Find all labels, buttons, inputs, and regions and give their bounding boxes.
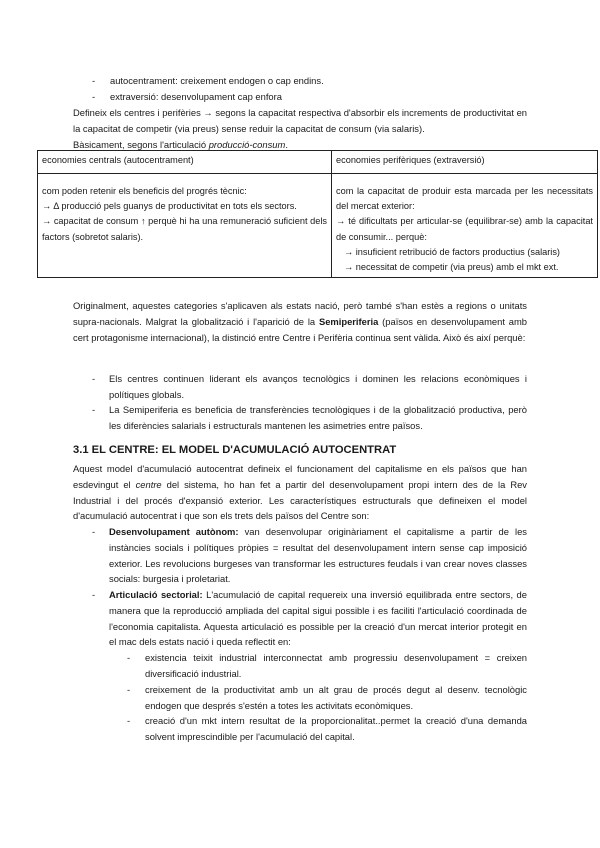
peripheral-cell (332, 174, 598, 278)
bullet-dash: - (92, 526, 96, 537)
sub-list-text: creixement de la productivitat amb un alt grau de procés degut al desenv. tecnològic endogen que després s'estén a totes les activitats econòmiques. (145, 684, 527, 711)
table-row (38, 174, 598, 278)
header-peripheral: economies perifèriques (extraversió) (332, 151, 598, 174)
central-line: com poden retenir els beneficis del progrés tècnic: (42, 186, 247, 196)
list-item-text: autocentrament: creixement endogen o cap endins. (110, 75, 324, 86)
central-cell (38, 174, 332, 278)
peripheral-subline: → necessitat de competir (via preus) amb el mkt ext. (344, 262, 559, 273)
header-central: economies centrals (autocentrament) (38, 151, 332, 174)
feature-body: van desenvolupar originàriament el capitalisme a partir de les instàncies socials i polítiques pròpies = resultat del desenvolupament intern sense cap imposició exterior. Les revolucions burgeses van transformar les estructures feudals i van crear noves classes socials: burgesia i proletariat. (109, 526, 527, 585)
feature-item (92, 587, 527, 650)
feature-text (92, 587, 527, 650)
model-paragraph (73, 461, 527, 524)
bullet-dash: - (127, 715, 131, 726)
peripheral-line: com la capacitat de produir esta marcada per les necessitats del mercat exterior: (336, 186, 593, 212)
sub-list-item (127, 682, 527, 714)
central-line: → Δ producció pels guanys de productivitat en tots els sectors. (42, 201, 297, 212)
section-heading: 3.1 EL CENTRE: EL MODEL D'ACUMULACIÓ AUTOCENTRAT (73, 444, 397, 456)
para2-text-b: (països en desenvolupament amb cert protagonisme internacional), la distinció entre Centre i Perifèria continua sent vàlida. Això és així perquè: (73, 315, 527, 343)
bullet-dash: - (92, 91, 96, 102)
bullet-dash: - (92, 75, 96, 86)
intro-suffix: . (285, 138, 288, 150)
bullet-dash: - (92, 589, 96, 600)
bullet-dash: - (127, 652, 131, 663)
peripheral-subline: → insuficient retribució de factors productius (salaris) (344, 246, 560, 257)
para3-text-b: del sistema, ho han fet a partir del desenvolupament propi intern des de la Rev Industrial i del procés d'expansió exterior. Les característiques estructurals que defineixen el model d'acumulació autocentrat i que son els trets dels països del Centre son: (73, 478, 527, 522)
peripheral-line: → té dificultats per articular-se (equilibrar-se) amb la capacitat de consumir... perquè: (336, 216, 593, 242)
feature-body: L'acumulació de capital requereix una inversió equilibrada entre sectors, de manera que la reproducció ampliada del capital sigui possible i es faciliti l'articulació coordinada de l'economia capitalista. Aquesta articulació es possible per la creació d'un mercat interior protegit en el mac dels estats nació i queda reflectit en: (109, 589, 527, 648)
sub-list-item (127, 713, 527, 745)
semiperiferia-term: Semiperiferia (318, 315, 379, 327)
para3-text-a: Aquest model d'acumulació autocentrat defineix el funcionament del capitalisme en els països que han esdevingut el (73, 463, 527, 490)
intro-paragraph (73, 105, 527, 152)
central-line: → capacitat de consum ↑ perquè hi ha una remuneració suficient dels factors (sobretot salaris). (42, 216, 327, 242)
list-item-text: extraversió: desenvolupament cap enfora (110, 91, 282, 102)
list-item (92, 89, 572, 105)
feature-item (92, 524, 527, 587)
list-item (92, 371, 527, 403)
para2-text-a: Originalment, aquestes categories s'aplicaven als estats nació, però també s'han estès a regions o unitats supra-nacionals. Malgrat la globalització i l'aparició de la (73, 300, 527, 327)
table-header-row (38, 151, 598, 174)
bullet-dash: - (92, 404, 96, 415)
list-item-text: Els centres continuen liderant els avanços tecnològics i dominen les relacions econòmiques i polítiques globals. (109, 373, 527, 400)
bullet-dash: - (127, 684, 131, 695)
bullet-dash: - (92, 373, 96, 384)
comparison-table (37, 150, 598, 278)
centre-term: centre (135, 478, 162, 490)
list-item (92, 402, 527, 434)
list-item (92, 73, 572, 89)
intro-emphasis: producció-consum (208, 138, 286, 150)
feature-title: Desenvolupament autònom: (109, 526, 239, 537)
sub-list-item (127, 650, 527, 682)
feature-title: Articulació sectorial: (109, 589, 203, 600)
sub-list-text: existencia teixit industrial interconnectat amb progressiu desenvolupament = creixen diversificació industrial. (145, 652, 527, 679)
intro-text: Defineix els centres i perifèries → segons la capacitat respectiva d'absorbir els increments de productivitat en la capacitat de competir (via preus) sense reduir la capacitat de consum (via salaris). (73, 107, 527, 134)
list-item-text: La Semiperiferia es beneficia de transferències tecnològiques i de la globalització productiva, però les diferències salarials i estructurals mantenen les asimetries entre països. (109, 404, 527, 431)
feature-text (92, 524, 527, 587)
intro-prefix: Bàsicament, segons l'articulació (73, 138, 209, 150)
categories-paragraph (73, 298, 527, 345)
sub-list-text: creació d'un mkt intern resultat de la proporcionalitat..permet la creació d'una demanda solvent imprescindible per l'acumulació del capital. (145, 715, 527, 742)
